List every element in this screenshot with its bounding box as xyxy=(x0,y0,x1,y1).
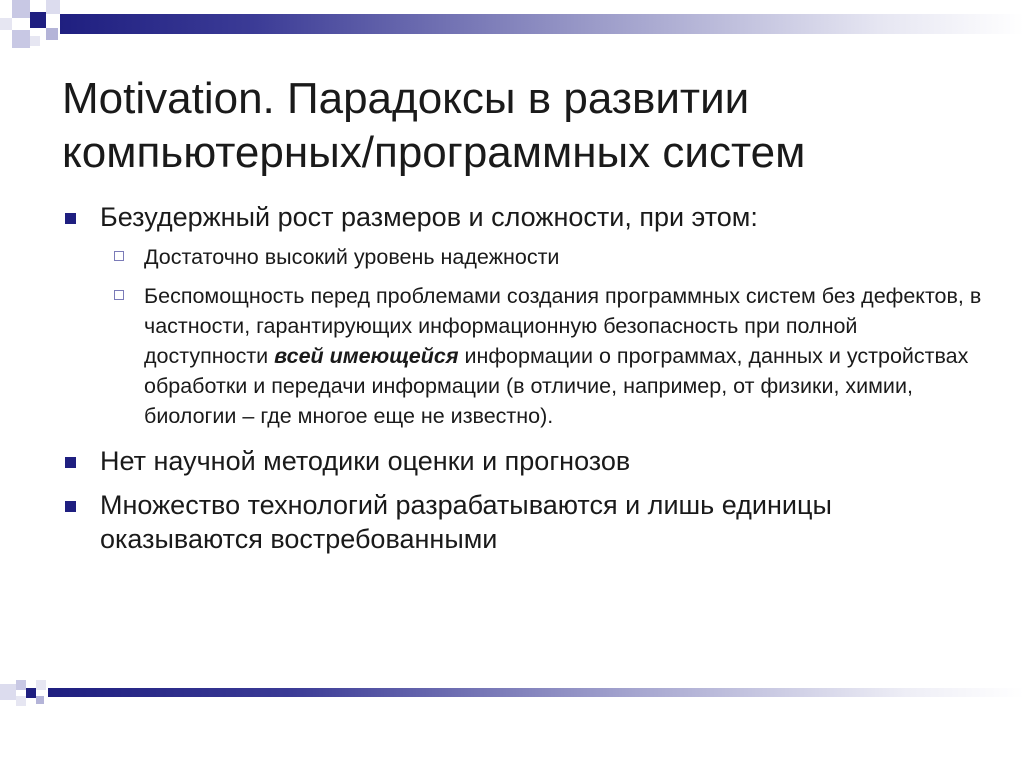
bullet-text: Нет научной методики оценки и прогнозов xyxy=(100,446,631,476)
deco-square xyxy=(0,18,12,30)
top-gradient-bar xyxy=(60,14,1024,34)
sub-bullet-item xyxy=(62,281,982,431)
sub-bullet-text: Достаточно высокий уровень надежности xyxy=(144,245,560,269)
deco-square xyxy=(46,0,60,14)
emphasis-text: всей имеющейся xyxy=(274,344,459,368)
deco-square xyxy=(46,28,58,40)
deco-square xyxy=(16,680,26,690)
deco-square xyxy=(30,12,46,28)
deco-square xyxy=(12,0,30,18)
title-line-2: компьютерных/программных систем xyxy=(62,128,806,177)
bullet-item xyxy=(62,200,982,234)
deco-square xyxy=(36,696,44,704)
deco-square xyxy=(36,680,46,690)
deco-square xyxy=(26,688,36,698)
bullet-text: Безудержный рост размеров и сложности, при этом: xyxy=(100,202,758,232)
square-bullet-icon xyxy=(65,457,76,468)
sub-bullet-text-part: информации о программах, данных и устройствах обработки и передачи информации (в отличие, например, от физики, химии, биологии – где многое еще не известно). xyxy=(144,344,969,428)
bullet-text: Множество технологий разрабатываются и лишь единицы оказываются востребованными xyxy=(100,490,832,554)
bottom-decoration xyxy=(0,680,1024,710)
bullet-item xyxy=(62,488,970,556)
square-bullet-icon xyxy=(65,501,76,512)
deco-square xyxy=(0,684,16,700)
top-decoration xyxy=(0,0,1024,48)
bottom-gradient-bar xyxy=(48,688,1024,697)
title-line-1: Motivation. Парадоксы в развитии xyxy=(62,74,750,123)
slide-body xyxy=(62,200,982,556)
hollow-square-bullet-icon xyxy=(114,290,124,300)
deco-square xyxy=(16,696,26,706)
square-bullet-icon xyxy=(65,213,76,224)
sub-bullet-text-part: Беспомощность перед проблемами создания программных систем без дефектов, в частности, гарантирующих информационную безопасность при полной доступности xyxy=(144,284,982,368)
slide-title xyxy=(62,72,982,180)
deco-square xyxy=(12,30,30,48)
deco-square xyxy=(30,36,40,46)
sub-bullet-item xyxy=(62,242,982,272)
hollow-square-bullet-icon xyxy=(114,251,124,261)
bullet-item xyxy=(62,444,982,478)
